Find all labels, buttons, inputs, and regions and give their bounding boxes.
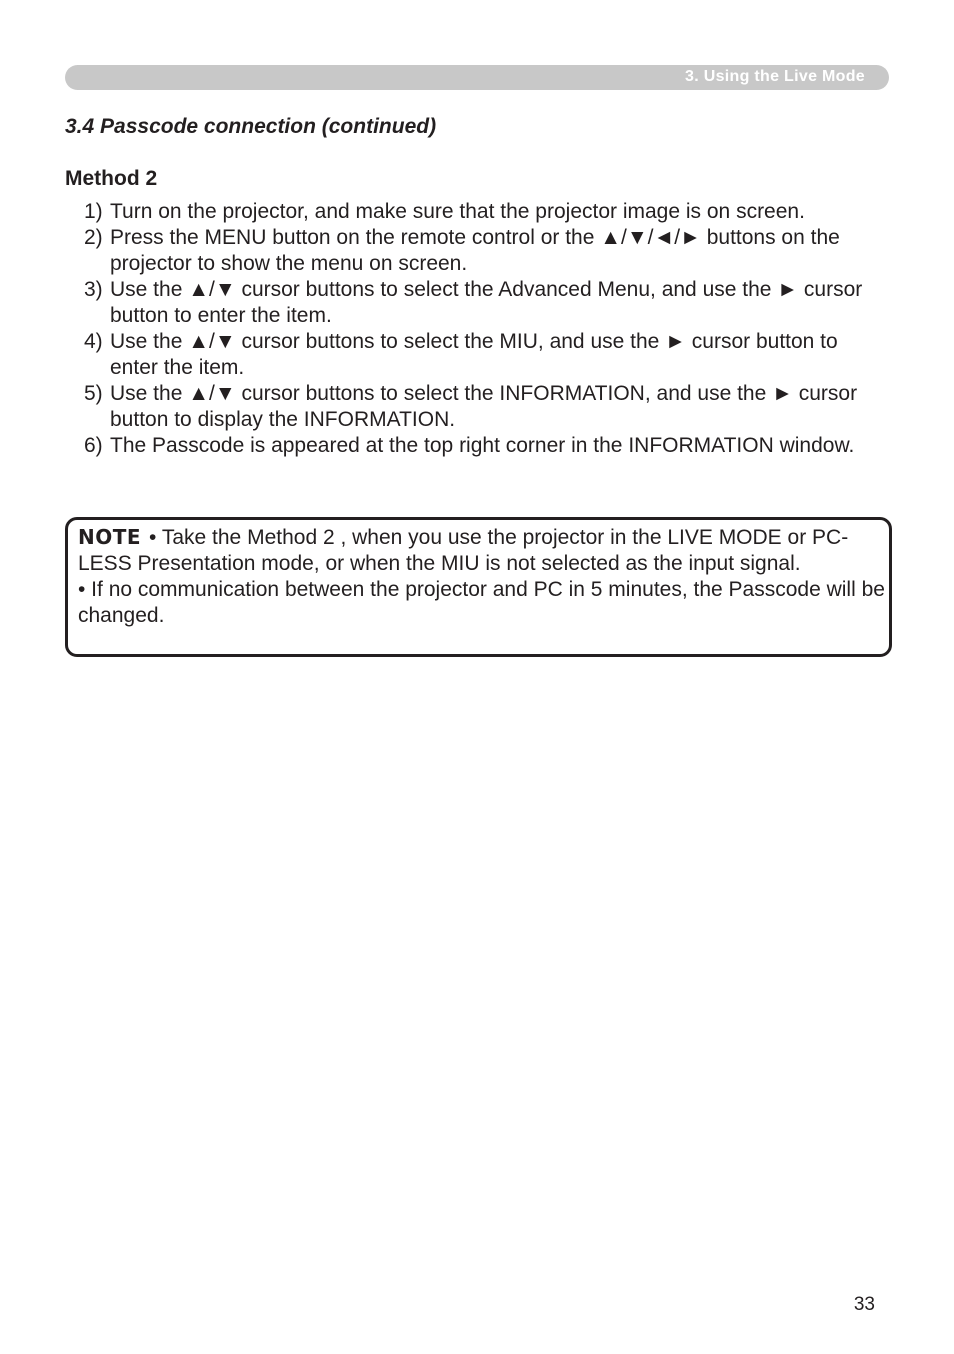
step-text: Use the ▲/▼ cursor buttons to select the MIU, and use the ► cursor button to enter the item. xyxy=(110,330,838,379)
note-paragraph-2 xyxy=(78,577,889,629)
method-heading: Method 2 xyxy=(65,167,158,190)
step-number: 4) xyxy=(84,330,103,353)
step-number: 1) xyxy=(84,200,103,223)
step-item xyxy=(84,277,884,329)
note-label: NOTE xyxy=(78,525,142,549)
steps-list xyxy=(84,199,884,459)
chapter-header-bar xyxy=(65,65,889,90)
step-text: Use the ▲/▼ cursor buttons to select the INFORMATION, and use the ► cursor button to display the INFORMATION. xyxy=(110,382,858,431)
step-number: 3) xyxy=(84,278,103,301)
step-text: Turn on the projector, and make sure that the projector image is on screen. xyxy=(110,200,805,223)
step-number: 6) xyxy=(84,434,103,457)
step-item xyxy=(84,225,884,277)
step-text: Press the MENU button on the remote control or the ▲/▼/◄/► buttons on the projector to show the menu on screen. xyxy=(110,226,840,275)
step-number: 2) xyxy=(84,226,103,249)
step-item xyxy=(84,199,884,225)
page-number: 33 xyxy=(853,1294,875,1315)
chapter-title: 3. Using the Live Mode xyxy=(685,68,865,85)
step-number: 5) xyxy=(84,382,103,405)
note-box xyxy=(65,517,892,657)
step-text: The Passcode is appeared at the top right corner in the INFORMATION window. xyxy=(110,434,855,457)
note-paragraph-1 xyxy=(78,524,889,577)
step-item xyxy=(84,329,884,381)
note-text-2: • If no communication between the projector and PC in 5 minutes, the Passcode will be changed. xyxy=(78,578,885,627)
note-text-1: • Take the Method 2 , when you use the projector in the LIVE MODE or PC-LESS Presentation mode, or when the MIU is not selected as the input signal. xyxy=(78,526,849,575)
step-text: Use the ▲/▼ cursor buttons to select the Advanced Menu, and use the ► cursor button to enter the item. xyxy=(110,278,863,327)
section-title: 3.4 Passcode connection (continued) xyxy=(65,115,437,138)
step-item xyxy=(84,381,884,433)
step-item xyxy=(84,433,884,459)
